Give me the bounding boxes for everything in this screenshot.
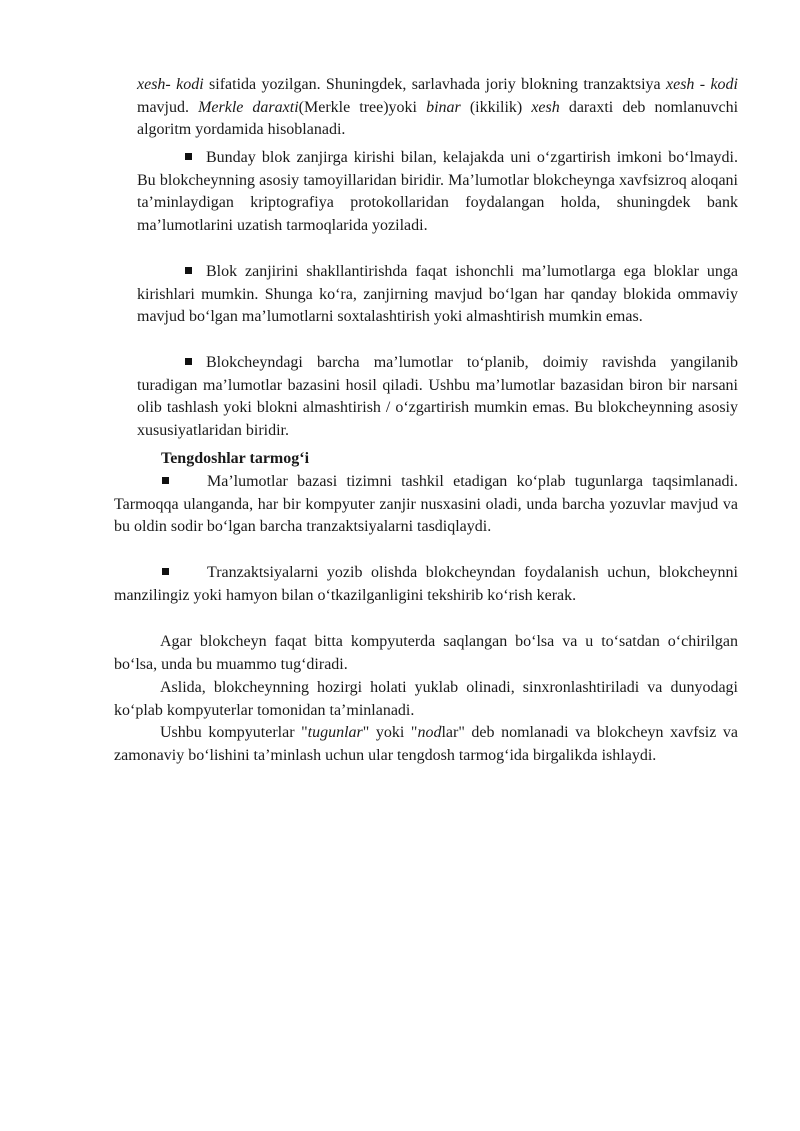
bullet-paragraph	[137, 261, 738, 329]
section-heading: Tengdoshlar tarmog‘i	[161, 450, 310, 467]
bullet-paragraph	[114, 471, 738, 539]
text-run: lar" deb nomlanadi va blokcheyn xavfsiz va zamonaviy bo‘lishini ta’minlash uchun ular tengdosh tarmog‘ida birgalikda ishlaydi.	[114, 724, 738, 764]
paragraph-merkle	[137, 74, 738, 142]
italic-term: xesh	[531, 98, 560, 116]
bullet-paragraph	[137, 352, 738, 442]
bullet-square-icon	[185, 358, 192, 365]
italic-term: xesh - kodi	[665, 76, 739, 93]
bullet-text: Tranzaktsiyalarni yozib olishda blokcheyndan foydalanish uchun, blokcheynni manzilingiz yoki hamyon bilan o‘tkazilganligini tekshirib ko‘rish kerak.	[114, 564, 738, 604]
bullet-square-icon	[185, 267, 192, 274]
bullet-square-icon	[162, 477, 169, 484]
bullet-paragraph	[114, 562, 738, 607]
italic-term: xesh- kodi	[137, 76, 204, 93]
text-run: Ushbu kompyuterlar "	[160, 724, 308, 741]
bullet-text: Ma’lumotlar bazasi tizimni tashkil etadigan ko‘plab tugunlarga taqsimlanadi. Tarmoqqa ulanganda, har bir kompyuter zanjir nusxasini oladi, unda barcha yozuvlar mavjud va bu oldin sodir bo‘lgan barcha tranzaktsiyalarni tasdiqlaydi.	[114, 473, 738, 536]
bullet-text: Bunday blok zanjirga kirishi bilan, kelajakda uni o‘zgartirish imkoni bo‘lmaydi. Bu blokcheynning asosiy tamoyillaridan biridir. Ma’lumotlar blokcheynga xavfsizroq aloqani ta’minlaydigan kriptografiya protokollaridan foydalangan holda, shuningdek bank ma’lumotlarini uzatish tarmoqlarida yoziladi.	[137, 149, 738, 234]
italic-term: binar	[426, 98, 461, 116]
paragraph-ushbu	[114, 722, 738, 767]
italic-term: nod	[417, 724, 442, 741]
italic-term: tugunlar	[307, 724, 363, 741]
italic-term: Merkle daraxti	[198, 98, 299, 116]
text-run: (Merkle tree)yoki	[298, 98, 427, 116]
text-run: daraxti deb nomlanuvchi algoritm yordamida hisoblanadi.	[137, 98, 739, 139]
text-run: (ikkilik)	[460, 98, 532, 116]
bullet-square-icon	[162, 568, 169, 575]
paragraph-text: Aslida, blokcheynning hozirgi holati yuklab olinadi, sinxronlashtiriladi va dunyodagi ko‘plab kompyuterlar tomonidan ta’minlanadi.	[114, 679, 738, 719]
text-run: sifatida yozilgan. Shuningdek, sarlavhada joriy blokning tranzaktsiya	[203, 76, 666, 93]
bullet-paragraph	[137, 147, 738, 237]
text-run: mavjud.	[137, 98, 199, 116]
bullet-text: Blok zanjirini shakllantirishda faqat ishonchli ma’lumotlarga ega bloklar unga kirishlari mumkin. Shunga ko‘ra, zanjirning mavjud bo‘lgan har qanday blokida ommaviy mavjud bo‘lgan ma’lumotlarni soxtalashtirish yoki almashtirish mumkin emas.	[137, 263, 738, 326]
paragraph-aslida	[114, 677, 738, 722]
bullet-text: Blokcheyndagi barcha ma’lumotlar to‘planib, doimiy ravishda yangilanib turadigan ma’lumotlar bazasini hosil qiladi. Ushbu ma’lumotlar bazasidan biron bir narsani olib tashlash yoki blokni almashtirish / o‘zgartirish mumkin emas. Bu blokcheynning asosiy xususiyatlaridan biridir.	[137, 354, 738, 439]
paragraph-agar	[114, 631, 738, 676]
bullet-square-icon	[185, 153, 192, 160]
text-run: " yoki "	[362, 724, 418, 741]
paragraph-text: Agar blokcheyn faqat bitta kompyuterda saqlangan bo‘lsa va u to‘satdan o‘chirilgan bo‘lsa, unda bu muammo tug‘diradi.	[114, 633, 738, 673]
